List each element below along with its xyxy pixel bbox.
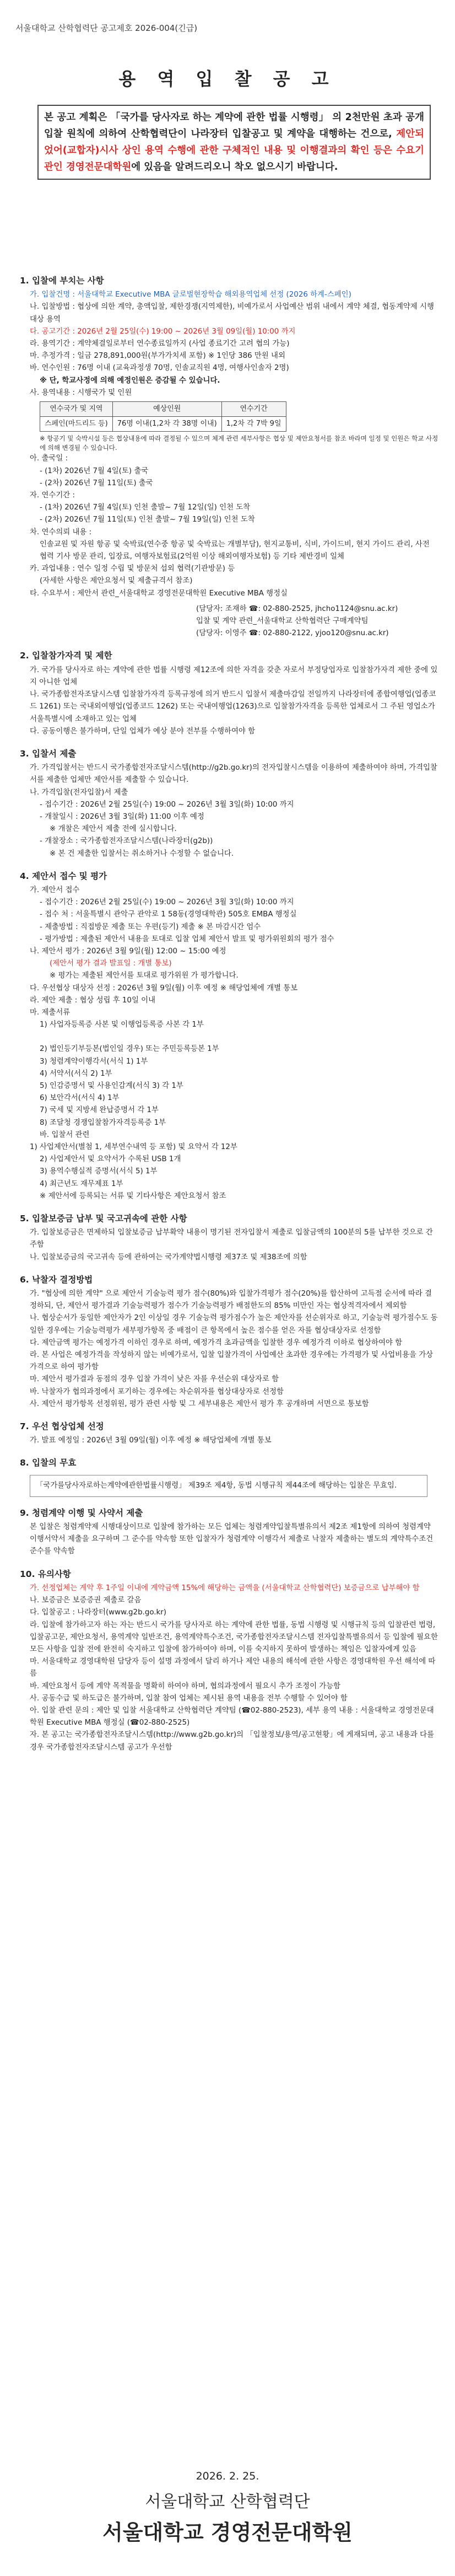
item-1-10: 자. 연수기간 : [30,491,75,500]
section-4 [20,870,438,1203]
item-4-3: - 접수 처 : 서울특별시 관악구 관악로 1 58동(경영대학관) 505호 EMBA 행정실 [40,910,297,919]
task-detail: (자세한 사항은 제안요청서 및 제출규격서 참조) [40,577,193,586]
schedule-line: - (1차) 2026년 7월 4일(토) 출국 [40,466,149,475]
issuer-secondary: 서울대학교 경영전문대학원 [102,2520,353,2545]
invalid-box: 「국가를당사자로하는계약에관한법률시행령」 제39조 제4항, 동법 시행규칙 제44조에 해당하는 입찰은 무효임. [30,1475,427,1497]
item-10-6: 바. 제안요청서 등에 계약 목적물을 명확히 하여야 하며, 협의과정에서 필요시 추가 조정이 가능함 [30,1682,341,1690]
item-4-22: 2) 사업제안서 및 요약서가 수록된 USB 1개 [40,1155,181,1164]
section-8 [20,1457,438,1496]
item-1-12: 카. 과업내용 : 연수 일정 수립 및 방문처 섭외 협력(기관방문) 등 [30,565,235,573]
item-4-25: ※ 제안서에 등록되는 서류 및 기타사항은 제안요청서 참조 [40,1192,226,1200]
notice-highlight: 제안되었어(교합자)시사 상인 용역 수행에 관한 구체적인 내용 및 이행결과의 확인 등은 수요기관인 경영전문대학원 [44,128,424,173]
item-4-6: 나. 제안서 평가 : 2026년 3월 9일(월) 12:00 ~ 15:00 예정 [30,947,226,956]
section-heading: 3. 입찰서 제출 [20,748,77,759]
item-1-5: 마. 추정가격 : 일금 278,891,000원(부가가치세 포함) ※ 1인당 386 만원 내외 [30,352,285,361]
item-3-2: 나. 가격입찰(전자입찰)서 제출 [30,788,128,797]
item-4-14: 3) 청렴계약이행각서(서식 1) 1부 [40,1057,148,1066]
item-9-1: 본 입찰은 청렴계약제 시행대상이므로 입찰에 참가하는 모든 업체는 청렴계약입찰특별유의서 제2조 제1항에 의하여 청렴계약 이행서약서 제출을 요구하며 그 준수를 약속함 또한 입찰자가 청렴계약 이행각서 제출로 낙찰자 제출하는 별도의 계약특수조건 준수를 약속함 [30,1523,434,1556]
item-1-13: 타. 수요부서 : 제안서 관련_서울대학교 경영전문대학원 Executive MBA 행정실 [30,589,288,598]
item-4-9: 다. 우선협상 대상자 선정 : 2026년 3월 9일(월) 이후 예정 ※ 해당업체에 개별 통보 [30,984,298,992]
region-table [40,401,286,432]
item-4-5: - 평가방법 : 제출된 제안서 내용을 토대로 입찰 업체 제안서 발표 및 평가위원회의 평가 점수 [40,935,334,943]
item-6-7: 사. 제안서 평가항목 선정위원, 평가 관련 사항 및 그 세부내용은 제안서 평가 후 공개하며 서면으로 통보함 [30,1399,369,1408]
item-10-8: 아. 입찰 관련 문의 : 제안 및 입찰 서울대학교 산학협력단 계약팀 (☎02-880-2523), 세부 용역 내용 : 서울대학교 경영전문대학원 Executive MBA 행정실 (☎02-880-2525) [30,1706,434,1727]
schedule-line: - (2차) 2026년 7월 11일(토) 인천 출발~ 7월 19일(일) 인천 도착 [40,516,255,524]
page-title: 용 역 입 찰 공 고 [118,68,337,89]
contact-line: 입찰 및 계약 관련_서울대학교 산학협력단 구매계약팀 [196,617,369,626]
item-4-2: - 접수기간 : 2026년 2월 25일(수) 19:00 ~ 2026년 3월 3일(화) 10:00 까지 [40,898,294,907]
item-1-7: ※ 단, 학교사정에 의해 예정인원은 증감될 수 있습니다. [40,376,220,385]
item-4-7: (제안서 평가 결과 발표일 : 개별 통보) [50,959,172,968]
item-6-1: 가. "협상에 의한 계약" 으로 제안서 기술능력 평가 점수(80%)와 입찰가격평가 점수(20%)를 합산하여 고득점 순서에 따라 결정하되, 단, 제안서 평가결과 기술능력평가 점수가 기술능력평가 배점한도의 85% 미만인 자는 협상적격자에서 제외함 [30,1290,432,1311]
section-heading: 7. 우선 협상업체 선정 [20,1421,104,1432]
section-heading: 8. 입찰의 무효 [20,1458,77,1468]
item-4-18: 7) 국세 및 지방세 완납증명서 각 1부 [40,1106,159,1115]
item-3-4: - 개찰일시 : 2026년 3월 3일(화) 11:00 이후 예정 [40,812,204,821]
notice-text: 본 공고 계획은 「국가를 당사자로 하는 계약에 관한 법률 시행령」 의 2천만원 초과 공개입찰 원칙에 의하여 산학협력단이 나라장터 입찰공고 및 계약을 대행하는 건으로, [44,112,424,139]
document-footer [0,2470,455,2546]
item-4-4: - 제출방법 : 직접방문 제출 또는 우편(등기) 제출 ※ 본 마감시간 엄수 [40,922,261,931]
section-heading: 9. 청렴계약 이행 및 사약서 제출 [20,1507,143,1518]
item-4-16: 5) 인감증명서 및 사용인감계(서식 3) 각 1부 [40,1081,183,1090]
item-4-13: 2) 법인등기부등본(법인일 경우) 또는 주민등록등본 1부 [40,1045,219,1054]
item-6-5: 마. 제안서 평가결과 동점의 경우 입찰 가격이 낮은 자를 우선순위 대상자로 함 [30,1375,279,1384]
table-cell: 76명 이내(1,2차 각 38명 이내) [112,417,221,432]
contact-line: (담당자: 조재하 ☎: 02-880-2525, jhcho1124@snu.ac.kr) [196,604,398,613]
section-heading: 10. 유의사항 [20,1569,71,1579]
item-10-1: 가. 선정업체는 계약 후 1주일 이내에 계약금액 15%에 해당하는 금액을 (서울대학교 산학협력단) 보증금으로 납부해야 함 [30,1584,420,1592]
item-1-1: 가. 입찰건명 : 서울대학교 Executive MBA 글로벌현장학습 해외용역업체 선정 (2026 하계-스페인) [30,291,351,299]
item-4-17: 6) 보안각서(서식 4) 1부 [40,1094,120,1103]
table-note: ※ 항공기 및 숙박시설 등은 협상내용에 따라 결정될 수 있으며 체계 관련 세부사항은 협상 및 제안요청서를 참조 바라며 일정 및 인원은 학교 사정에 의해 변경될 수 있습니다. [40,434,438,452]
section-heading: 2. 입찰참가자격 및 제한 [20,651,112,661]
item-1-3: 다. 공고기간 : 2026년 2월 25일(수) 19:00 ~ 2026년 3월 09일(월) 10:00 까지 [30,327,296,336]
table-cell: 스페인(마드리드 등) [40,417,113,432]
item-4-23: 3) 용역수행실적 증명서(서식 5) 1부 [40,1167,158,1176]
item-4-19: 8) 조달청 경쟁입찰참가자격등록증 1부 [40,1118,166,1127]
item-10-5: 마. 서울대학교 경영대학원 담당자 등이 설명 과정에서 달리 하거나 제안 내용의 해석에 관한 사항은 경영대학원 우선 해석에 따름 [30,1657,436,1678]
request-detail: 인솔교원 및 자원 항공 및 숙박료(연수중 항공 및 숙박료는 개별부담), 현지교통비, 식비, 가이드비, 현지 가이드 관리, 사전 협력 기사 방문 관리, 입장료, 여행자보험료(2억원 이상 해외여행자보험) 등 기타 제반경비 일체 [40,540,430,561]
item-4-15: 4) 서약서(서식 2) 1부 [40,1069,112,1078]
item-2-3: 다. 공동이행은 불가하며, 단일 업체가 예상 분야 전부를 수행하여야 함 [30,727,256,736]
section-5 [20,1212,438,1264]
item-4-24: 4) 최근년도 재무제표 1부 [40,1179,123,1188]
item-7-1: 가. 발표 예정일 : 2026년 3월 09일(월) 이후 예정 ※ 해당업체에 개별 통보 [30,1436,272,1445]
schedule-line: - (1차) 2026년 7월 4일(토) 인천 출발~ 7월 12일(일) 인천 도착 [40,503,251,512]
item-3-6: - 개찰장소 : 국가종합전자조달시스템(나라장터(g2b)) [40,837,213,846]
item-1-2: 나. 입찰방법 : 협상에 의한 계약, 총액입찰, 제한경쟁(지역제한), 비예가로서 사업예산 범위 내에서 계약 체결, 협동계약제 시행대상 용역 [30,303,434,324]
section-heading: 4. 제안서 접수 및 평가 [20,871,107,881]
item-4-8: ※ 평가는 제출된 제안서를 토대로 평가위원 가 평가합니다. [50,972,239,980]
issuer-primary: 서울대학교 산학협력단 [145,2492,310,2511]
item-1-4: 라. 용역기간 : 계약체결일로부터 연수종료일까지 (사업 종료기간 고려 협의 가능) [30,340,290,348]
item-1-9: 아. 출국일 : [30,454,68,463]
item-1-8: 사. 용역내용 : 시행국가 및 인원 [30,388,132,397]
section-1 [20,275,438,640]
table-header: 연수국가 및 지역 [40,402,113,417]
item-3-1: 가. 가격입찰서는 반드시 국가종합전자조달시스템(http://g2b.go.kr)의 전자입찰시스템을 이용하여 제출하여야 하며, 가격입찰서를 제출한 업체만 제안서를 제출할 수 있습니다. [30,764,437,785]
item-2-2: 나. 국가종합전자조달시스템 입찰참가자격 등록규정에 의거 반드시 입찰서 제출마감일 전일까지 나라장터에 종합여행업(업종코드 1261) 또는 국내외여행업(업종코드 1262) 또는 국내여행업(1263)으로 입찰참가자격을 등록한 업체로서 그 주된 영업소가 서울특별시에 소재하고 있는 업체 [30,690,436,723]
item-6-2: 나. 협상순서가 동일한 제안자가 2인 이상일 경우 기술능력 평가점수가 높은 제안자를 선순위자로 하고, 기술능력 평가점수도 동일한 경우에는 기술능력평가 세부평가항목 중 배점이 큰 항목에서 높은 점수를 얻은 자를 협상대상자로 선정함 [30,1314,438,1335]
item-5-2: 나. 입찰보증금의 국고귀속 등에 관하여는 국가계약법시행령 제37조 및 제38조에 의함 [30,1253,307,1262]
table-header: 예상인원 [112,402,221,417]
item-6-3: 다. 제안금액 평가는 예정가격 이하인 경우로 하며, 예정가격 초과금액을 입찰한 경우 예정가격 이하로 협상하여야 함 [30,1338,403,1347]
section-heading: 6. 낙찰자 결정방법 [20,1274,93,1285]
item-3-7: ※ 본 건 제출한 입찰서는 취소하거나 수정할 수 없습니다. [50,849,234,858]
section-heading: 5. 입찰보증금 납부 및 국고귀속에 관한 사항 [20,1214,187,1224]
item-10-2: 나. 보증금은 보증증권 제출로 갈음 [30,1596,142,1605]
section-heading: 1. 입찰에 부치는 사항 [20,276,104,286]
notice-text-end: 에 있음을 알려드리오니 착오 없으시기 바랍니다. [131,162,338,173]
item-10-4: 라. 입찰에 참가하고자 하는 자는 반드시 국가를 당사자로 하는 계약에 관한 법률, 동법 시행령 및 시행규칙 등의 입찰관련 법령, 입찰공고문, 제안요청서, 용역계약 일반조건, 용역계약특수조건, 국가종합전자조달시스템 전자입찰특별유의서 등 입찰에 필요한 모든 사항을 입찰 전에 완전히 숙지하고 입찰에 참가하여야 하며, 이를 숙지하지 못하여 발생하는 책임은 입찰자에게 있음 [30,1620,438,1654]
item-1-6: 바. 연수인원 : 76명 이내 (교육과정생 70명, 인솔교직원 4명, 여행사인솔자 2명) [30,364,289,373]
table-header: 연수기간 [221,402,286,417]
item-6-4: 라. 본 사업은 예정가격을 작성하지 않는 비예가로서, 입찰 입찰가격이 사업예산 초과한 경우에는 가격평가 및 사업비용을 가상가격으로 하여 평가함 [30,1351,434,1372]
item-4-10: 라. 제안 제출 : 협상 성립 후 10일 이내 [30,996,156,1005]
item-4-11: 마. 제출서류 [30,1008,71,1017]
section-7 [20,1420,438,1447]
item-10-3: 다. 입찰공고 : 나라장터(www.g2b.go.kr) [30,1608,167,1617]
notice-box [37,105,431,180]
document-header: 서울대학교 산학협력단 공고제호 2026-004(긴급) [15,23,198,33]
document-body [20,275,438,1754]
item-4-12: 1) 사업자등록증 사본 및 이행업등록증 사본 각 1부 [40,1021,204,1029]
issue-date: 2026. 2. 25. [196,2470,259,2482]
item-6-6: 바. 낙찰자가 협의과정에서 포기하는 경우에는 차순위자를 협상대상자로 선정함 [30,1387,284,1396]
section-2 [20,650,438,737]
item-4-20: 바. 입찰서 관련 [40,1130,90,1139]
item-3-5: ※ 개찰은 제안서 제출 전에 실시합니다. [50,825,177,834]
section-10 [20,1568,438,1754]
section-3 [20,748,438,860]
item-3-3: - 접수기간 : 2026년 2월 25일(수) 19:00 ~ 2026년 3월 3일(화) 10:00 까지 [40,800,294,809]
item-10-7: 사. 공동수급 및 하도급은 불가하며, 입찰 참여 업체는 제시된 용역 내용을 전부 수행할 수 있어야 함 [30,1694,348,1703]
item-10-9: 자. 본 공고는 국가종합전자조달시스템(http://www.g2b.go.kr)의 「입찰정보/용역/공고현황」에 게재되며, 공고 내용과 다를 경우 국가종합전자조달시스템 공고가 우선함 [30,1731,434,1752]
item-5-1: 가. 입찰보증금은 면제하되 입찰보증금 납부확약 내용이 명기된 전자입찰서 제출로 입찰금액의 100분의 5를 납부한 것으로 간주함 [30,1228,433,1249]
item-1-11: 차. 연수의뢰 내용 : [30,528,92,536]
contact-line: (담당자: 이영주 ☎: 02-880-2122, yjoo120@snu.ac.kr) [196,629,389,638]
table-cell: 1,2차 각 7박 9일 [221,417,286,432]
schedule-line: - (2차) 2026년 7월 11일(토) 출국 [40,479,153,487]
item-2-1: 가. 국가를 당사자로 하는 계약에 관한 법률 시행령 제12조에 의한 자격을 갖춘 자로서 부정당업자로 입찰참가자격 제한 중에 있지 아니한 업체 [30,666,438,686]
item-4-21: 1) 사업제안서(별첨 1, 세부연수내역 등 포함) 및 요약서 각 12부 [30,1143,237,1151]
section-6 [20,1274,438,1410]
section-9 [20,1507,438,1558]
item-4-1: 가. 제안서 접수 [30,886,80,894]
